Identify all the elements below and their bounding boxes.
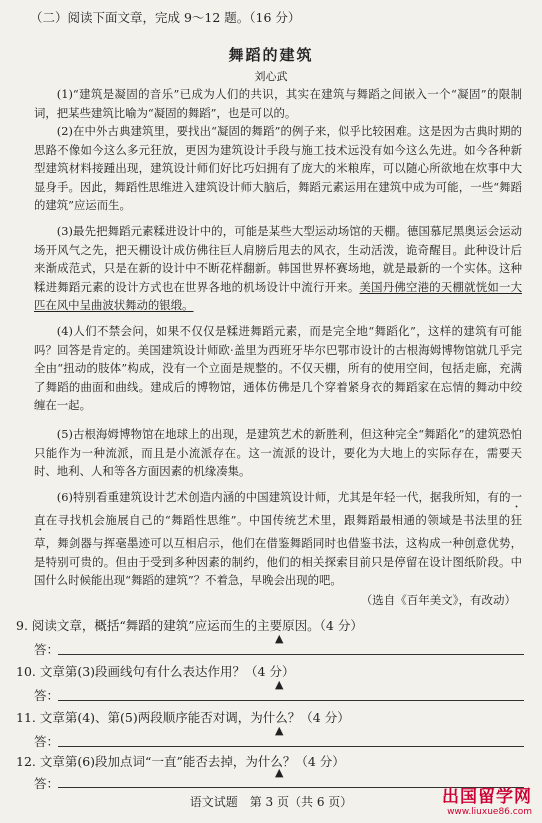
- article-title: 舞蹈的建筑: [228, 46, 314, 64]
- paragraph-2: (2)在中外古典建筑里，要找出“凝固的舞蹈”的例子来，似乎比较困难。这是因为古典时期的思路不像如今这么多元狂放，更因为建筑设计手段与施工技术远没有如今这么先进。如今各种新型建筑材料接踵出现，建筑设计师们好比巧妇拥有了庞大的米粮库，可以随心所欲地在炊事中大显身手。因此，舞蹈性思维进入建筑设计师大脑后，舞蹈元素运用在建筑中成为可能，一些“舞蹈的建筑”应运而生。: [34, 124, 522, 213]
- article-source: （选自《百年美文》，有改动）: [360, 593, 516, 607]
- question-10: 10. 文章第(3)段画线句有什么表达作用？（4 分）: [16, 664, 295, 679]
- answer-label-10: 答：: [34, 688, 60, 703]
- answer-label-9: 答：: [34, 642, 60, 657]
- paragraph-5: (5)古根海姆博物馆在地球上的出现，是建筑艺术的新胜利，但这种完全“舞蹈化”的建筑恐怕只能作为一种流派，而且是小流派存在。这一流派的设计，要化为大地上的实际存在，需要天时、地利、人和等各方面因素的机缘凑集。: [34, 427, 522, 479]
- answer-label-12: 答：: [34, 776, 60, 791]
- section-header: （二）阅读下面文章，完成 9～12 题。（16 分）: [30, 10, 301, 25]
- question-9: 9. 阅读文章，概括“舞蹈的建筑”应运而生的主要原因。（4 分）: [16, 618, 363, 633]
- answer-label-11: 答：: [34, 734, 60, 749]
- answer-marker-10: ▲: [275, 678, 284, 691]
- article-author: 刘心武: [254, 70, 288, 83]
- answer-line-9[interactable]: [58, 654, 524, 655]
- question-11: 11. 文章第(4)、第(5)两段顺序能否对调，为什么？（4 分）: [16, 710, 350, 725]
- answer-line-10[interactable]: [58, 700, 524, 701]
- answer-marker-11: ▲: [275, 724, 284, 737]
- dotted-word: 一直: [34, 490, 522, 527]
- page-footer: 语文试题 第 3 页（共 6 页）: [189, 795, 353, 809]
- answer-marker-12: ▲: [275, 766, 284, 779]
- paragraph-1: (1)“建筑是凝固的音乐”已成为人们的共识，其实在建筑与舞蹈之间嵌入一个“凝固”的限制词，把某些建筑比喻为“凝固的舞蹈”，也是可以的。: [34, 87, 522, 120]
- question-12: 12. 文章第(6)段加点词“一直”能否去掉，为什么？（4 分）: [16, 754, 345, 769]
- paragraph-6-text-b: 在寻找机会施展自己的“舞蹈性思维”。中国传统艺术里，跟舞蹈最相通的领域是书法里的狂草，舞剑器与挥毫墨迹可以互相启示，他们在借鉴舞蹈同时也借鉴书法，这构成一种创意优势，是特别可贵的。但由于受到多种因素的制约，他们的相关探索目前只是停留在设计图纸阶段。中国什么时候能出现“舞蹈的建筑”？不着急，早晚会出现的吧。: [34, 513, 522, 588]
- paragraph-4: (4)人们不禁会问，如果不仅仅是糅进舞蹈元素，而是完全地“舞蹈化”，这样的建筑有可能吗？回答是肯定的。美国建筑设计师欧·盖里为西班牙毕尔巴鄂市设计的古根海姆博物馆就几乎完全由“扭动的肢体”构成，没有一个立面是规整的。不仅天棚，所有的使用空间，包括走廊，充满了舞蹈的曲面和曲线。建成后的博物馆，通体仿佛是几个穿着紧身衣的舞蹈家在忘情的舞动中绞缠在一起。: [34, 324, 522, 413]
- underlined-sentence: 美国丹佛空港的天棚就恍如一大匹在风中呈曲波状舞动的银缎。: [34, 279, 522, 313]
- paragraph-3: [34, 222, 522, 315]
- watermark-url: www.liuxue86.com: [447, 807, 532, 817]
- answer-line-11[interactable]: [58, 746, 524, 747]
- paragraph-3-text: (3)最先把舞蹈元素糅进设计中的，可能是某些大型运动场馆的天棚。德国慕尼黑奥运会运动场开风气之先，把天棚设计成仿佛往巨人肩膀后甩去的风衣，生动活泼，诡奇醒目。此种设计后来渐成范式，只是在新的设计中不断花样翻新。韩国世界杯赛场地，就是最新的一个实体。这种糅进舞蹈元素的设计方式也在世界各地的机场设计中流行开来。: [34, 224, 522, 294]
- answer-marker-9: ▲: [275, 632, 284, 645]
- watermark: [442, 782, 532, 817]
- paragraph-6-text-a: (6)特别看重建筑设计艺术创造内涵的中国建筑设计师，尤其是年轻一代，据我所知，有的: [56, 490, 511, 504]
- watermark-logo-text: 出国留学网: [442, 787, 532, 807]
- paragraph-6: [34, 488, 522, 590]
